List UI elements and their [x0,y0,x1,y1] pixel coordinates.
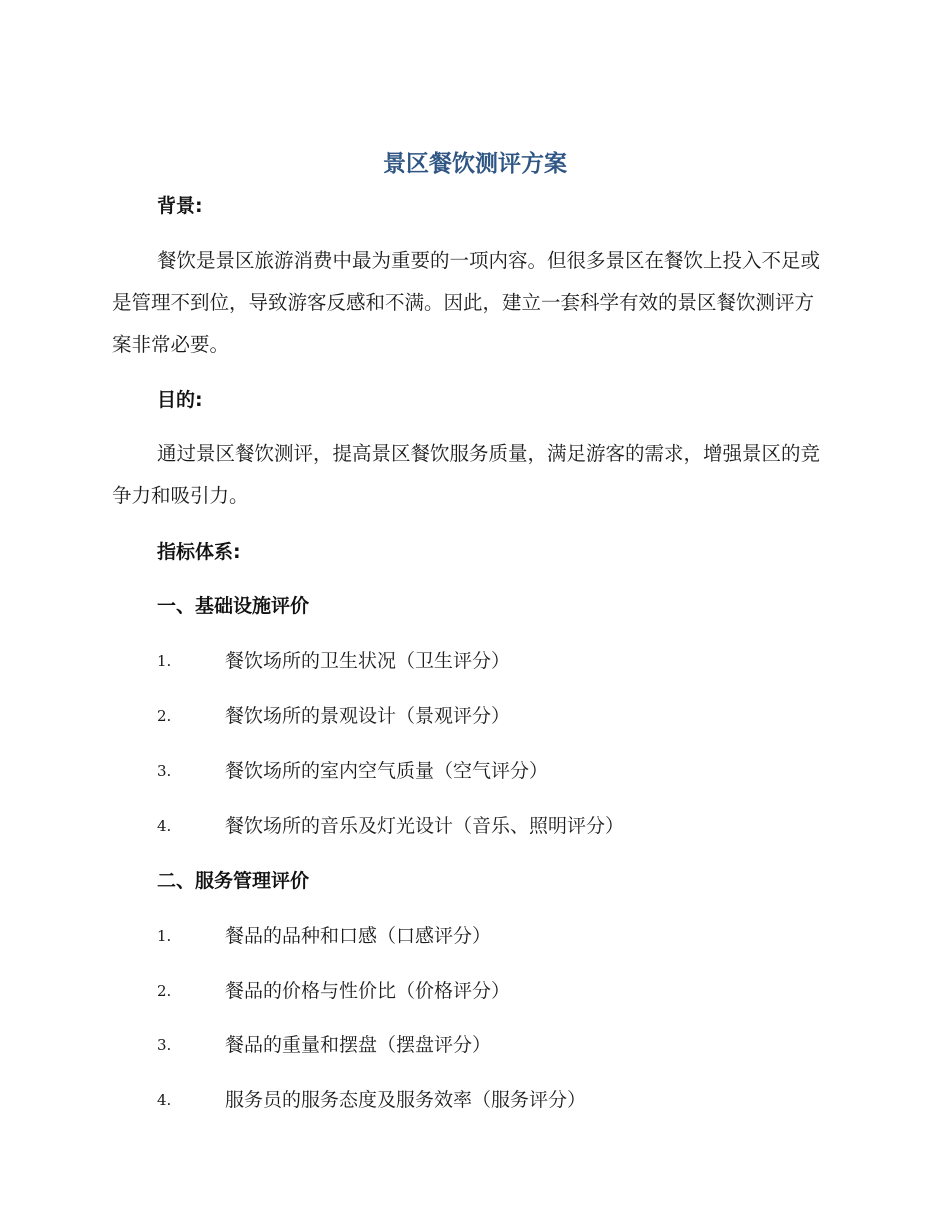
list-item [157,977,837,1005]
list-item [157,922,837,950]
list-item-number: 3. [157,1036,172,1054]
purpose-paragraph: 通过景区餐饮测评，提高景区餐饮服务质量，满足游客的需求，增强景区的竞争力和吸引力。 [112,442,821,507]
section-heading-infrastructure: 一、基础设施评价 [157,595,310,617]
background-paragraph: 餐饮是景区旅游消费中最为重要的一项内容。但很多景区在餐饮上投入不足或是管理不到位，导致游客反感和不满。因此，建立一套科学有效的景区餐饮测评方案非常必要。 [112,249,821,356]
list-item [157,702,837,730]
list-item-text: 餐饮场所的景观设计（景观评分） [225,705,511,727]
list-item-number: 4. [157,817,172,835]
list-item-text: 服务员的服务态度及服务效率（服务评分） [225,1089,587,1111]
list-item [157,1086,837,1114]
list-item-text: 餐饮场所的卫生状况（卫生评分） [225,650,511,672]
list-item-text: 餐饮场所的音乐及灯光设计（音乐、照明评分） [225,815,625,837]
list-item [157,647,837,675]
document-title: 景区餐饮测评方案 [383,151,567,177]
list-item-number: 2. [157,707,172,725]
list-item-number: 2. [157,982,172,1000]
list-item-number: 4. [157,1091,172,1109]
list-item [157,1031,837,1059]
list-item-text: 餐品的价格与性价比（价格评分） [225,980,511,1002]
list-item-number: 3. [157,762,172,780]
list-item [157,757,837,785]
indicators-heading: 指标体系: [157,541,241,563]
list-item-number: 1. [157,652,172,670]
list-item [157,812,837,840]
section-heading-service: 二、服务管理评价 [157,870,310,892]
list-item-text: 餐饮场所的室内空气质量（空气评分） [225,760,549,782]
purpose-heading: 目的: [157,389,203,411]
background-heading: 背景: [157,195,203,217]
list-item-text: 餐品的重量和摆盘（摆盘评分） [225,1034,492,1056]
list-item-text: 餐品的品种和口感（口感评分） [225,925,492,947]
list-item-number: 1. [157,927,172,945]
